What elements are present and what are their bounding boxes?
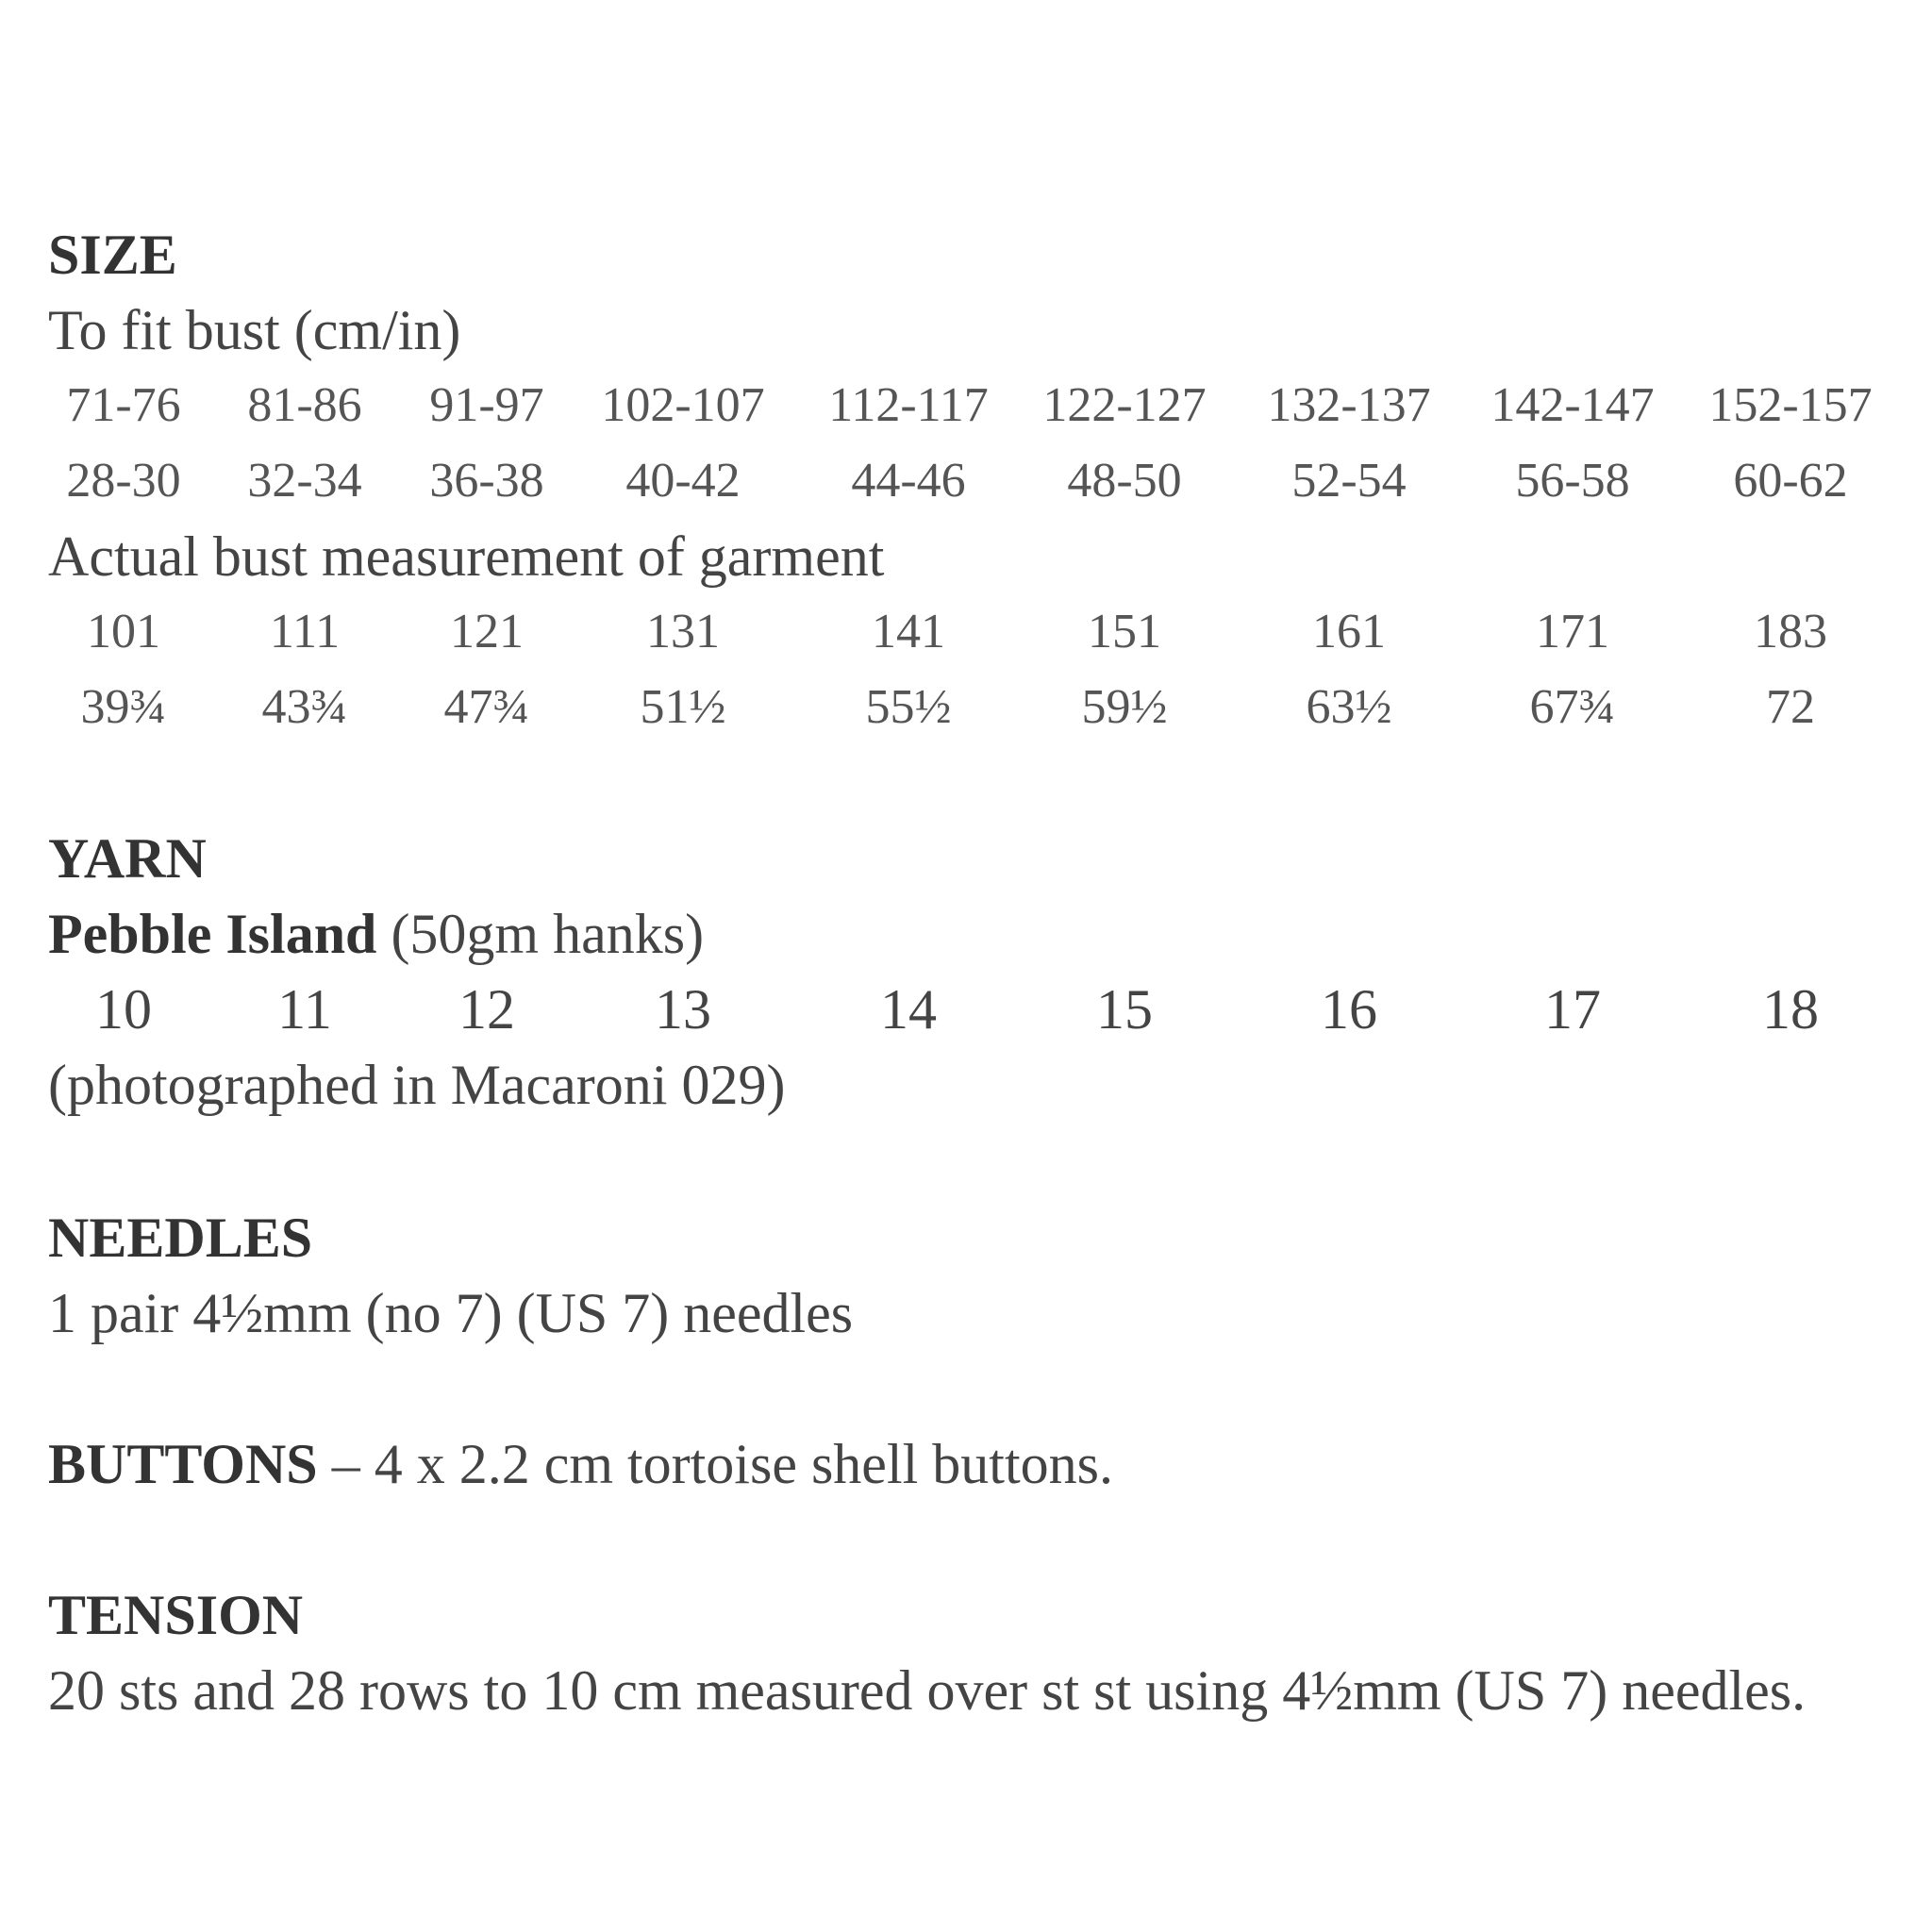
quantity-cell: 10 bbox=[95, 978, 152, 1041]
size-cell: 183 bbox=[1754, 605, 1827, 658]
size-cell: 55½ bbox=[865, 680, 952, 734]
size-cell: 36-38 bbox=[429, 454, 544, 508]
quantity-cell: 15 bbox=[1096, 978, 1153, 1041]
size-cell: 141 bbox=[872, 605, 945, 658]
size-cell: 51½ bbox=[640, 680, 726, 734]
size-cell: 72 bbox=[1766, 680, 1815, 734]
size-cell: 91-97 bbox=[429, 378, 544, 432]
size-cell: 48-50 bbox=[1067, 454, 1182, 508]
size-cell: 112-117 bbox=[828, 378, 989, 432]
quantity-cell: 18 bbox=[1762, 978, 1819, 1041]
size-cell: 39¾ bbox=[80, 680, 167, 734]
size-cell: 60-62 bbox=[1733, 454, 1848, 508]
size-cell: 81-86 bbox=[247, 378, 362, 432]
size-cell: 101 bbox=[87, 605, 160, 658]
actual-bust-in-row bbox=[0, 680, 1932, 740]
yarn-unit: (50gm hanks) bbox=[391, 903, 705, 965]
size-cell: 142-147 bbox=[1491, 378, 1655, 432]
actual-bust-label: Actual bust measurement of garment bbox=[48, 525, 885, 588]
quantity-cell: 14 bbox=[880, 978, 937, 1041]
size-cell: 56-58 bbox=[1515, 454, 1630, 508]
needles-heading: NEEDLES bbox=[48, 1207, 313, 1269]
size-cell: 122-127 bbox=[1042, 378, 1207, 432]
buttons-line bbox=[48, 1433, 1113, 1495]
size-cell: 63½ bbox=[1306, 680, 1392, 734]
size-cell: 161 bbox=[1312, 605, 1386, 658]
yarn-name-line bbox=[48, 903, 705, 965]
tension-text: 20 sts and 28 rows to 10 cm measured over st st using 4½mm (US 7) needles. bbox=[48, 1659, 1807, 1722]
size-cell: 28-30 bbox=[66, 454, 181, 508]
quantity-cell: 17 bbox=[1544, 978, 1601, 1041]
size-cell: 102-107 bbox=[601, 378, 765, 432]
tension-heading: TENSION bbox=[48, 1584, 304, 1646]
size-cell: 121 bbox=[450, 605, 524, 658]
needles-text: 1 pair 4½mm (no 7) (US 7) needles bbox=[48, 1282, 854, 1344]
fit-bust-label: To fit bust (cm/in) bbox=[48, 299, 461, 361]
size-cell: 171 bbox=[1536, 605, 1609, 658]
size-cell: 52-54 bbox=[1291, 454, 1407, 508]
size-cell: 40-42 bbox=[625, 454, 741, 508]
size-cell: 111 bbox=[269, 605, 341, 658]
yarn-note: (photographed in Macaroni 029) bbox=[48, 1054, 786, 1116]
size-cell: 131 bbox=[646, 605, 720, 658]
size-cell: 151 bbox=[1088, 605, 1161, 658]
size-cell: 152-157 bbox=[1708, 378, 1873, 432]
size-cell: 71-76 bbox=[66, 378, 181, 432]
size-cell: 67¾ bbox=[1529, 680, 1616, 734]
size-cell: 44-46 bbox=[851, 454, 966, 508]
yarn-name: Pebble Island bbox=[48, 903, 377, 965]
quantity-cell: 16 bbox=[1321, 978, 1377, 1041]
size-cell: 132-137 bbox=[1267, 378, 1431, 432]
quantity-cell: 11 bbox=[277, 978, 332, 1041]
buttons-text: – 4 x 2.2 cm tortoise shell buttons. bbox=[317, 1433, 1113, 1495]
fit-bust-in-row bbox=[0, 454, 1932, 513]
yarn-heading: YARN bbox=[48, 827, 207, 890]
fit-bust-cm-row bbox=[0, 378, 1932, 438]
size-heading: SIZE bbox=[48, 224, 177, 286]
quantity-cell: 12 bbox=[458, 978, 515, 1041]
size-cell: 32-34 bbox=[247, 454, 362, 508]
actual-bust-cm-row bbox=[0, 605, 1932, 664]
yarn-quantity-row bbox=[0, 978, 1932, 1041]
buttons-heading: BUTTONS bbox=[48, 1433, 318, 1495]
size-cell: 47¾ bbox=[443, 680, 530, 734]
quantity-cell: 13 bbox=[655, 978, 711, 1041]
size-cell: 43¾ bbox=[261, 680, 348, 734]
size-cell: 59½ bbox=[1081, 680, 1168, 734]
